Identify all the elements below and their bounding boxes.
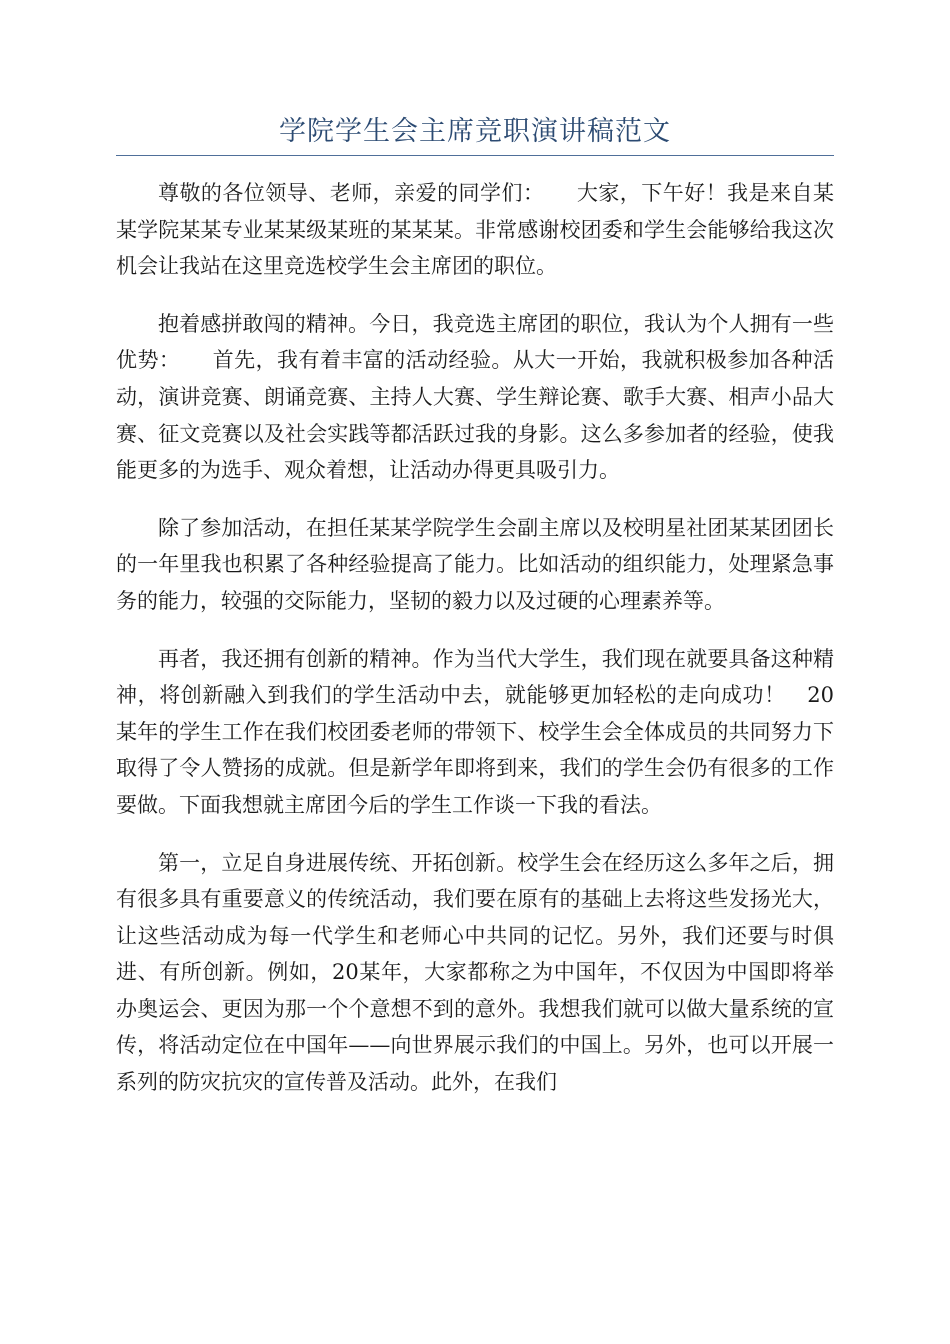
paragraph-innovation: 再者，我还拥有创新的精神。作为当代大学生，我们现在就要具备这种精神，将创新融入到我们的学生活动中去，就能够更加轻松的走向成功！ 20某年的学生工作在我们校团委老师的带领下、校学生会全体成员的共同努力下取得了令人赞扬的成就。但是新学年即将到来，我们的学生会仍有很多的工作要做。下面我想就主席团今后的学生工作谈一下我的看法。 (116, 646, 834, 817)
title-underline (116, 155, 834, 156)
paragraph-first-point: 第一，立足自身进展传统、开拓创新。校学生会在经历这么多年之后，拥有很多具有重要意义的传统活动，我们要在原有的基础上去将这些发扬光大，让这些活动成为每一代学生和老师心中共同的记忆。另外，我们还要与时俱进、有所创新。例如，20某年，大家都称之为中国年，不仅因为中国即将举办奥运会、更因为那一个个意想不到的意外。我想我们就可以做大量系统的宣传，将活动定位在中国年——向世界展示我们的中国上。另外，也可以开展一系列的防灾抗灾的宣传普及活动。此外，在我们 (116, 850, 834, 1095)
paragraph-experience: 除了参加活动，在担任某某学院学生会副主席以及校明星社团某某团团长的一年里我也积累了各种经验提高了能力。比如活动的组织能力，处理紧急事务的能力，较强的交际能力，坚韧的毅力以及过硬的心理素养等。 (116, 515, 834, 613)
paragraph-greeting: 尊敬的各位领导、老师，亲爱的同学们： 大家，下午好！我是来自某某学院某某专业某某级某班的某某某。非常感谢校团委和学生会能够给我这次机会让我站在这里竞选校学生会主席团的职位。 (116, 181, 834, 279)
paragraph-advantages: 抱着感拼敢闯的精神。今日，我竞选主席团的职位，我认为个人拥有一些优势： 首先，我有着丰富的活动经验。从大一开始，我就积极参加各种活动，演讲竞赛、朗诵竞赛、主持人大赛、学生辩论赛、歌手大赛、相声小品大赛、征文竞赛以及社会实践等都活跃过我的身影。这么多参加者的经验，使我能更多的为选手、观众着想，让活动办得更具吸引力。 (116, 311, 834, 483)
document-title: 学院学生会主席竞职演讲稿范文 (279, 116, 671, 147)
document-body (116, 175, 834, 1122)
